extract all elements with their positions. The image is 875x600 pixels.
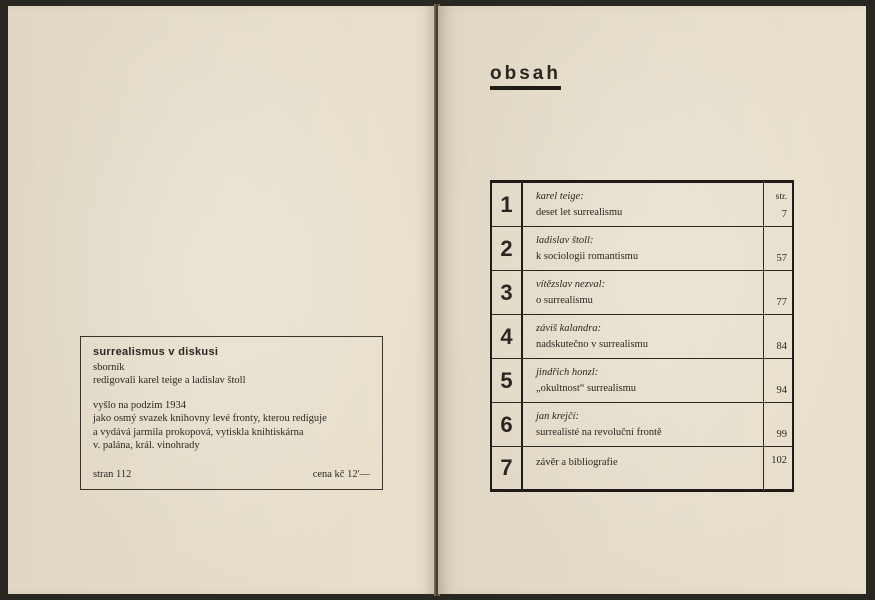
contents-row xyxy=(492,447,792,489)
entry-number: 7 xyxy=(492,447,523,489)
entry-title: „okultnost“ surrealismu xyxy=(536,383,637,394)
entry-page: 84 xyxy=(776,341,787,352)
contents-row xyxy=(492,359,792,403)
entry-author: ladislav štoll: xyxy=(536,235,594,246)
entry-page: 94 xyxy=(776,385,787,396)
contents-row xyxy=(492,315,792,359)
entry-page: 57 xyxy=(776,253,787,264)
page-count: stran 112 xyxy=(93,469,132,480)
colophon-footer xyxy=(93,468,370,482)
colophon-line: vyšlo na podzim 1934 xyxy=(93,399,187,411)
price: cena kč 12'— xyxy=(312,469,370,480)
entry-number: 5 xyxy=(492,359,523,402)
contents-heading: obsah xyxy=(490,64,561,90)
entry-author: jindřich honzl: xyxy=(536,367,599,378)
entry-author: záviš kalandra: xyxy=(536,323,602,334)
entry-author: jan krejčí: xyxy=(536,411,580,422)
colophon-line: jako osmý svazek knihovny levé fronty, kterou rediguje xyxy=(93,413,327,424)
entry-page: 102 xyxy=(771,455,787,466)
entry-page: 7 xyxy=(781,209,787,220)
left-page xyxy=(8,6,436,594)
entry-title: o surrealismu xyxy=(536,295,593,306)
entry-title: k sociologii romantismu xyxy=(536,251,639,262)
colophon-line: a vydává jarmila prokopová, vytiskla knihtiskárna xyxy=(93,426,304,438)
entry-author: karel teige: xyxy=(536,191,584,202)
entry-title: nadskutečno v surrealismu xyxy=(536,339,648,350)
colophon-line: redigovali karel teige a ladislav štoll xyxy=(93,375,246,386)
contents-table xyxy=(490,180,794,492)
colophon-line: v. palána, král. vinohrady xyxy=(93,440,200,451)
contents-row xyxy=(492,227,792,271)
entry-number: 2 xyxy=(492,227,523,270)
entry-page: 77 xyxy=(776,297,787,308)
entry-title: závěr a bibliografie xyxy=(536,457,618,468)
entry-number: 1 xyxy=(492,183,523,226)
entry-title: deset let surrealismu xyxy=(536,207,623,218)
entry-number: 4 xyxy=(492,315,523,358)
contents-row xyxy=(492,183,792,227)
page-column-header: str. xyxy=(775,192,787,202)
contents-row xyxy=(492,271,792,315)
entry-number: 3 xyxy=(492,271,523,314)
contents-row xyxy=(492,403,792,447)
entry-number: 6 xyxy=(492,403,523,446)
colophon-box xyxy=(80,336,383,490)
entry-title: surrealisté na revoluční frontě xyxy=(536,427,662,438)
entry-page: 99 xyxy=(776,429,787,440)
colophon-title: surrealismus v diskusi xyxy=(93,346,219,358)
colophon-line: sborník xyxy=(93,361,125,373)
entry-author: vítězslav nezval: xyxy=(536,279,606,290)
